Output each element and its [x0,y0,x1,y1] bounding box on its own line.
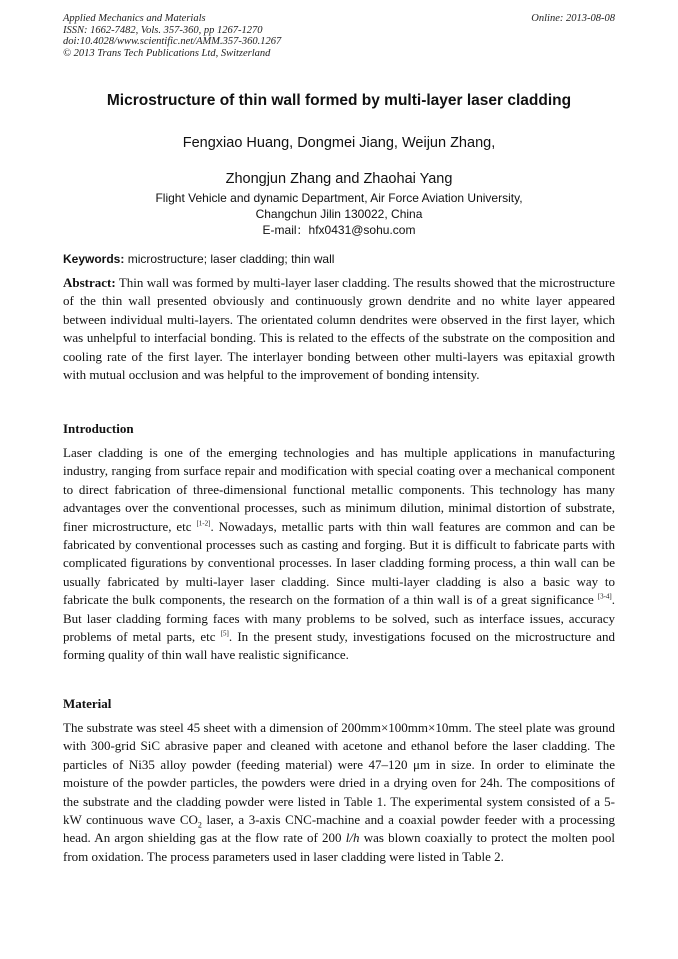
introduction-paragraph [63,444,615,665]
author-line-2: Zhongjun Zhang and Zhaohai Yang [225,171,453,187]
email-label: E-mail： [262,223,309,237]
copyright-line: © 2013 Trans Tech Publications Ltd, Switzerland [63,47,271,59]
keywords-label: Keywords: [63,252,125,266]
material-text-1: The substrate was steel 45 sheet with a dimension of 200mm×100mm×10mm. The steel plate was ground with 300-grid SiC abrasive paper and cleaned with acetone and ethanol before the laser cladding. The particles of Ni35 alloy powder (feeding material) were 47–120 μm in size. In order to eliminate the moisture of the powder particles, the powders were dried in a drying oven for 24h. The compositions of the substrate and the cladding powder were listed in Table 1. The experimental system consisted of a 5-kW continuous wave CO [63,720,615,828]
doi-line: doi:10.4028/www.scientific.net/AMM.357-360.1267 [63,36,282,47]
affiliation [0,190,678,238]
subscript: 2 [197,820,202,830]
material-text-2: laser, a 3-axis CNC-machine and a coaxial powder feeder with a processing head. An argon shielding gas at the flow rate of 200 [63,812,616,846]
issn-line: ISSN: 1662-7482, Vols. 357-360, pp 1267-1270 [63,24,263,36]
affiliation-line-2: Changchun Jilin 130022, China [255,207,423,221]
affiliation-line-1: Flight Vehicle and dynamic Department, Air Force Aviation University, [155,191,523,205]
keywords [63,252,615,266]
citation-ref: [1-2] [196,519,211,528]
email-address: hfx0431@sohu.com [308,223,416,237]
author-list [0,125,678,197]
citation-ref: [5] [220,629,229,638]
keywords-text: microstructure; laser cladding; thin wall [124,252,335,266]
material-paragraph [63,719,615,866]
intro-text-3: . But laser cladding forming faces with many problems to be solved, such as interface issues, accuracy problems of metal parts, etc [63,592,615,645]
author-line-1: Fengxiao Huang, Dongmei Jiang, Weijun Zhang, [182,135,496,151]
paper-title: Microstructure of thin wall formed by multi-layer laser cladding [106,92,572,109]
journal-header [63,13,615,59]
material-text-3: was blown coaxially to protect the molten pool from oxidation. The process parameters used in laser cladding were listed in Table 2. [63,830,615,864]
abstract [63,274,615,384]
email-line [0,222,678,238]
flow-unit: l/h [345,830,360,846]
citation-ref: [3-4] [597,592,612,601]
intro-text-2: . Nowadays, metallic parts with thin wall features are common and can be fabricated by conventional processes such as casting and forging. But it is difficult to fabricate parts with complicated figurations by conventional processes. In laser cladding forming process, a thin wall can be usually fabricated by multi-layer laser cladding. Since multi-layer cladding is also a basic way to fabricate the bulk components, the research on the formation of a thin wall is of a great significance [63,518,615,608]
abstract-label: Abstract: [63,275,116,290]
abstract-text: Thin wall was formed by multi-layer laser cladding. The results showed that the microstructure of the thin wall presented obviously and continuously grown dendrite and no white layer appeared between individual multi-layers. The orientated column dendrites were observed in the first layer, which was unhelpful to interfacial bonding. This is related to the effects of the substrate on the composition and cooling rate of the first layer. The interlayer bonding between other multi-layers was epitaxial growth with mutual occlusion and was helpful to the improvement of bonding intensity. [63,275,615,383]
online-date: Online: 2013-08-08 [531,13,615,24]
intro-text-1: Laser cladding is one of the emerging technologies and has multiple applications in manufacturing industry, ranging from surface repair and modification with special coating over a mechanical component to direct fabrication of three-dimensional functional metallic components. This technology has many advantages over the conventional processes, such as minimum dilution, minimal distortion of substrate, finer microstructure, etc [63,445,615,534]
intro-text-4: . In the present study, investigations focused on the microstructure and forming quality of thin wall have realistic significance. [63,629,615,663]
section-heading-material: Material [63,696,112,711]
section-heading-introduction: Introduction [63,421,134,436]
journal-name: Applied Mechanics and Materials [63,13,206,24]
